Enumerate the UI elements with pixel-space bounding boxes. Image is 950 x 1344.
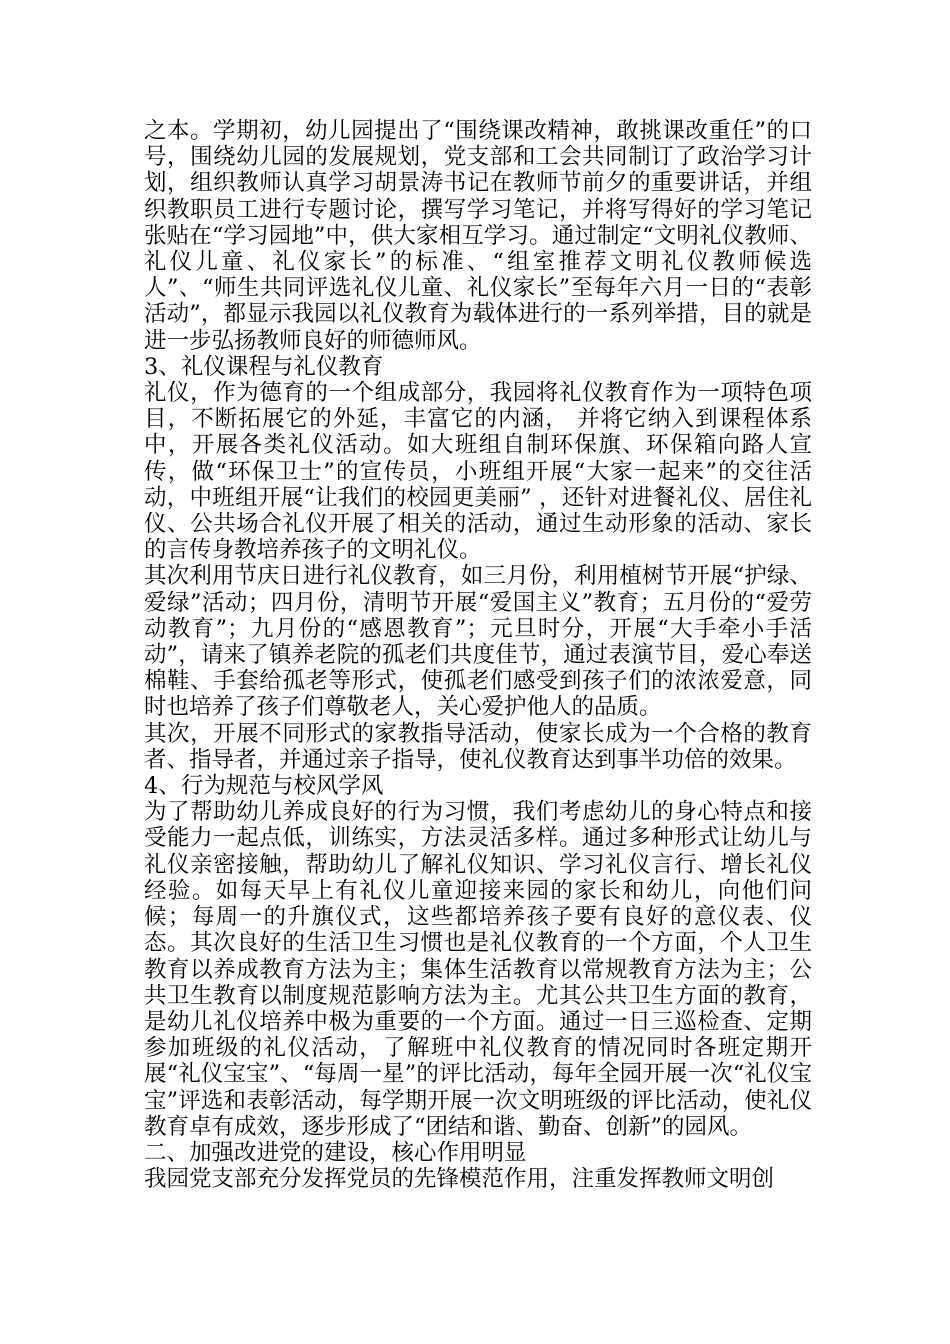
- section-heading-behavior-norms: 4、行为规范与校风学风: [144, 773, 384, 800]
- paragraph-behavior-habits: 为了帮助幼儿养成良好的行为习惯，我们考虑幼儿的身心特点和接受能力一起点低，训练实，方法灵活多样。通过多种形式让幼儿与礼仪亲密接触，帮助幼儿了解礼仪知识、学习礼仪言行、增长礼仪经验。如每天早上有礼仪儿童迎接来园的家长和幼儿，向他们问候；每周一的升旗仪式，这些都培养孩子要有良好的意仪表、仪态。其次良好的生活卫生习惯也是礼仪教育的一个方面，个人卫生教育以养成教育方法为主；集体生活教育以常规教育方法为主；公共卫生教育以制度规范影响方法为主。尤其公共卫生方面的教育，是幼儿礼仪培养中极为重要的一个方面。通过一日三巡检查、定期参加班级的礼仪活动，了解班中礼仪教育的情况同时各班定期开展“礼仪宝宝”、“每周一星”的评比活动，每年全园开展一次“礼仪宝宝”评选和表彰活动，每学期开展一次文明班级的评比活动，使礼仪教育卓有成效，逐步形成了“团结和谐、勤奋、创新”的园风。: [144, 799, 812, 1140]
- paragraph-festival-education: 其次利用节庆日进行礼仪教育，如三月份，利用植树节开展“护绿、爱绿”活动；四月份，清明节开展“爱国主义”教育；五月份的“爱劳动教育”；九月份的“感恩教育”；元旦时分，开展“大手牵小手活动”，请来了镇养老院的孤老们共度佳节，通过表演节目，爱心奉送棉鞋、手套给孤老等形式，使孤老们感受到孩子们的浓浓爱意，同时也培养了孩子们尊敬老人，关心爱护他人的品质。: [144, 563, 812, 721]
- paragraph-party-branch: 我园党支部充分发挥党员的先锋模范作用，注重发挥教师文明创: [144, 1166, 775, 1193]
- paragraph-parent-guidance: 其次，开展不同形式的家教指导活动，使家长成为一个合格的教育者、指导者，并通过亲子指导，使礼仪教育达到事半功倍的效果。: [144, 720, 812, 773]
- section-heading-party-building: 二、加强改进党的建设，核心作用明显: [144, 1139, 527, 1166]
- paragraph-etiquette-activities: 礼仪，作为德育的一个组成部分，我园将礼仪教育作为一项特色项目，不断拓展它的外延，丰富它的内涵， 并将它纳入到课程体系中，开展各类礼仪活动。如大班组自制环保旗、环保箱向路人宣传，做“环保卫士”的宣传员，小班组开展“大家一起来”的交往活动，中班组开展“让我们的校园更美丽” ，还针对进餐礼仪、居住礼仪、公共场合礼仪开展了相关的活动，通过生动形象的活动、家长的言传身教培养孩子的文明礼仪。: [144, 380, 812, 564]
- paragraph-political-study: 之本。学期初，幼儿园提出了“围绕课改精神，敢挑课改重任”的口号，围绕幼儿园的发展规划，党支部和工会共同制订了政治学习计划，组织教师认真学习胡景涛书记在教师节前夕的重要讲话，并组织教职员工进行专题讨论，撰写学习笔记，并将写得好的学习笔记张贴在“学习园地”中，供大家相互学习。通过制定“文明礼仪教师、礼仪儿童、礼仪家长”的标准、“组室推荐文明礼仪教师候选人”、“师生共同评选礼仪儿童、礼仪家长”至每年六月一日的“表彰活动”，都显示我园以礼仪教育为载体进行的一系列举措，目的就是进一步弘扬教师良好的师德师风。: [144, 118, 812, 354]
- document-body: [144, 118, 812, 1192]
- section-heading-etiquette-curriculum: 3、礼仪课程与礼仪教育: [144, 353, 384, 380]
